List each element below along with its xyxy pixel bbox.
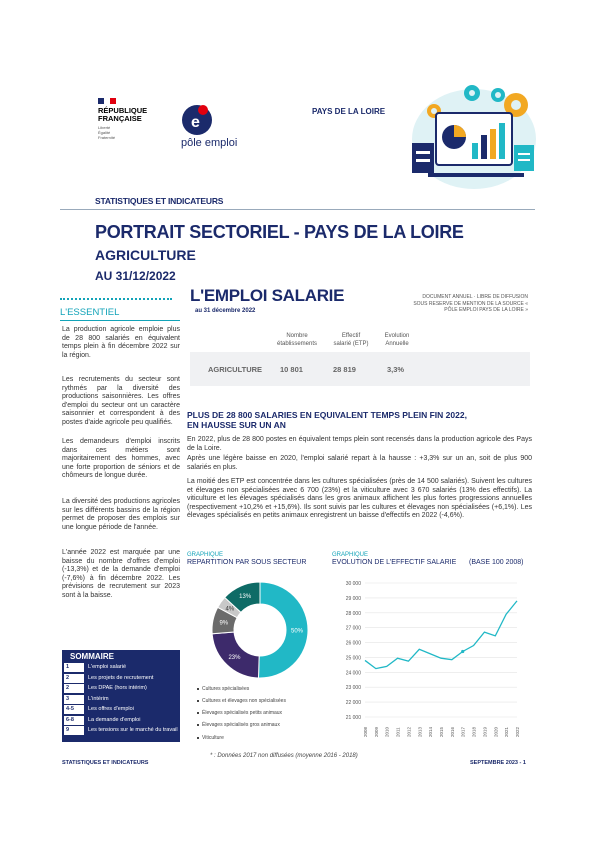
- essentiel-heading: L'ESSENTIEL: [60, 307, 120, 318]
- french-flag-icon: [98, 98, 116, 104]
- footnote: * : Données 2017 non diffusées (moyenne 2016 - 2018): [210, 753, 358, 759]
- x-tick-label: 2017: [460, 726, 466, 737]
- x-tick-label: 2020: [493, 726, 499, 737]
- section-heading: PLUS DE 28 800 SALARIES EN EQUIVALENT TEMPS PLEIN FIN 2022, EN HAUSSE SUR UN AN: [187, 410, 467, 430]
- table-header-effectif: Effectif salarié (ETP): [333, 333, 369, 347]
- x-tick-label: 2009: [373, 726, 379, 737]
- y-tick-label: 26 000: [345, 640, 361, 647]
- y-tick-label: 21 000: [345, 715, 361, 721]
- sommaire-item[interactable]: La demande d'emploi: [88, 717, 141, 723]
- sommaire-number: 6-8: [64, 716, 84, 725]
- table-header-etablissements: Nombre établissements: [276, 333, 318, 347]
- body-paragraph: Après une légère baisse en 2020, l'emploi salarié repart à la hausse : +3,3% sur un an, soit de plus 900 salariés en plus.: [187, 455, 532, 471]
- x-tick-label: 2021: [504, 726, 510, 737]
- legend-bullet-icon: [197, 712, 199, 714]
- y-tick-label: 30 000: [345, 581, 361, 587]
- x-tick-label: 2016: [449, 726, 455, 737]
- legend-item: [197, 735, 224, 741]
- sommaire-number: 1: [64, 663, 84, 672]
- essentiel-paragraph: Les recrutements du secteur sont rythmés par la diversité des productions saisonnières. Les offres d'emploi du secteur ont un caractère saisonnier et correspondent à des postes d'aide agricole peu qualifiés.: [62, 376, 180, 426]
- x-tick-label: 2008: [363, 726, 368, 737]
- legend-bullet-icon: [197, 737, 199, 739]
- x-tick-label: 2012: [406, 726, 412, 737]
- legend-label: Élevages spécialisés gros animaux: [202, 722, 280, 728]
- y-tick-label: 22 000: [345, 700, 361, 707]
- data-point: [461, 650, 464, 653]
- essentiel-paragraph: Les demandeurs d'emploi inscrits dans ces métiers sont majoritairement des hommes, avec une forte proportion de séniors et de chômeurs de longue durée.: [62, 438, 180, 480]
- divider: [60, 320, 180, 321]
- x-tick-label: 2018: [471, 726, 477, 737]
- x-tick-label: 2013: [417, 726, 423, 737]
- pole-emploi-logo-icon: [178, 103, 214, 137]
- pie-chart: [200, 575, 320, 685]
- x-tick-label: 2010: [384, 726, 390, 737]
- body-paragraph: La moitié des ETP est concentrée dans les cultures spécialisées (près de 14 500 salariés). Suivent les cultures et élevages non spécialisées avec 6 700 (23%) et la viticulture avec 3 670 salariés (13% des effectifs). La viticulture et les élevages spécialisés dans les gros animaux affichent les plus fortes progressions annuelles (respectivement +10,2% et +15,6%). Ils sont suivis par les cultures et élevages non spécialisées (+6,1%). Les élevages spécialisés en petits animaux enregistrent un baisse d'effectifs en 2022 (-4,6%).: [187, 478, 532, 519]
- pie-slice-label: 23%: [228, 654, 241, 661]
- section-title: L'EMPLOI SALARIE: [190, 286, 345, 305]
- divider-dotted: [60, 298, 172, 300]
- page-subtitle: AGRICULTURE: [95, 247, 196, 263]
- table-cell-evolution: 3,3%: [387, 365, 405, 374]
- republique-motto: Liberté Égalité Fraternité: [98, 125, 116, 140]
- analytics-illustration-icon: [406, 83, 538, 191]
- svg-text:e: e: [191, 114, 200, 131]
- essentiel-paragraph: L'année 2022 est marquée par une baisse du nombre d'offres d'emploi (-13,3%) et de la demande d'emploi (-7,6%) à fin décembre 2022. Les prévisions de recrutement sur 2023 sont à la baisse.: [62, 549, 180, 599]
- essentiel-paragraph: La production agricole emploie plus de 28 800 salariés en équivalent temps plein à fin décembre 2022 sur la région.: [62, 326, 180, 359]
- document-note: DOCUMENT ANNUEL · LIBRE DE DIFFUSION SOUS RESERVE DE MENTION DE LA SOURCE « PÔLE EMPLOI PAYS DE LA LOIRE »: [413, 294, 528, 313]
- republique-francaise-logo: RÉPUBLIQUE FRANÇAISE: [98, 106, 148, 123]
- y-tick-label: 23 000: [345, 685, 361, 692]
- sommaire-title: SOMMAIRE: [70, 652, 114, 661]
- y-tick-label: 25 000: [345, 655, 361, 662]
- legend-bullet-icon: [197, 700, 199, 702]
- table-cell-etablissements: 10 801: [280, 365, 303, 374]
- page-date: AU 31/12/2022: [95, 269, 176, 283]
- body-paragraph: En 2022, plus de 28 800 postes en équivalent temps plein sont recensés dans la production agricole des Pays de la Loire.: [187, 436, 532, 452]
- sommaire-item[interactable]: Les projets de recrutement: [88, 675, 154, 681]
- sommaire-item[interactable]: L'intérim: [88, 696, 109, 702]
- series-line: [365, 601, 517, 669]
- sommaire-item[interactable]: Les offres d'emploi: [88, 706, 134, 712]
- y-tick-label: 29 000: [345, 595, 361, 602]
- graph-label: GRAPHIQUE: [332, 552, 369, 558]
- legend-item: [197, 698, 286, 704]
- pie-slice-label: 50%: [290, 628, 304, 635]
- x-tick-label: 2015: [439, 726, 444, 737]
- legend-item: [197, 722, 280, 728]
- sommaire-number: 4-5: [64, 705, 84, 714]
- table-header-evolution: Evolution Annuelle: [384, 333, 410, 347]
- sommaire-number: 2: [64, 684, 84, 693]
- x-tick-label: 2011: [395, 727, 401, 737]
- sommaire-number: 3: [64, 695, 84, 704]
- legend-label: Cultures et élevages non spécialisées: [202, 698, 286, 704]
- y-tick-label: 27 000: [345, 625, 361, 632]
- line-chart: [325, 573, 525, 743]
- x-tick-label: 2022: [515, 726, 520, 737]
- graph-title: EVOLUTION DE L'EFFECTIF SALARIE: [332, 559, 457, 566]
- pie-slice-label: 9%: [219, 620, 229, 627]
- sommaire-item[interactable]: Les tensions sur le marché du travail: [88, 727, 178, 733]
- sommaire-number: 2: [64, 674, 84, 683]
- x-tick-label: 2014: [428, 726, 434, 737]
- graph-title: REPARTITION PAR SOUS SECTEUR: [187, 559, 307, 566]
- region-label: PAYS DE LA LOIRE: [312, 107, 386, 116]
- y-tick-label: 24 000: [345, 670, 361, 677]
- x-tick-label: 2019: [482, 726, 488, 737]
- essentiel-paragraph: La diversité des productions agricoles sur les différents bassins de la région permet de proposer des emplois sur une longue période de l'année.: [62, 498, 180, 531]
- series-label: STATISTIQUES ET INDICATEURS: [95, 196, 224, 206]
- legend-label: Élevages spécialisés petits animaux: [202, 710, 283, 716]
- legend-item: [197, 710, 282, 716]
- graph-label: GRAPHIQUE: [187, 552, 224, 558]
- sommaire-number: 9: [64, 726, 84, 735]
- sommaire-item[interactable]: L'emploi salarié: [88, 664, 127, 670]
- pie-slice-label: 4%: [225, 606, 235, 613]
- y-tick-label: 28 000: [345, 610, 361, 617]
- legend-bullet-icon: [197, 688, 199, 690]
- page-title: PORTRAIT SECTORIEL - PAYS DE LA LOIRE: [95, 222, 464, 242]
- table-cell-effectif: 28 819: [333, 365, 356, 374]
- footer-right: SEPTEMBRE 2023 - 1: [470, 760, 526, 766]
- table-cell-label: AGRICULTURE: [208, 365, 263, 374]
- section-date: au 31 décembre 2022: [195, 308, 256, 314]
- pie-slice-label: 13%: [239, 594, 252, 601]
- footer-left: STATISTIQUES ET INDICATEURS: [62, 760, 149, 766]
- sommaire-item[interactable]: Les DPAE (hors intérim): [88, 685, 147, 691]
- pole-emploi-name: pôle emploi: [181, 137, 238, 149]
- legend-item: [197, 686, 249, 692]
- legend-label: Cultures spécialisées: [202, 686, 250, 692]
- legend-label: Viticulture: [202, 735, 224, 741]
- divider: [60, 209, 535, 210]
- legend-bullet-icon: [197, 724, 199, 726]
- graph-base: (BASE 100 2008): [469, 559, 524, 566]
